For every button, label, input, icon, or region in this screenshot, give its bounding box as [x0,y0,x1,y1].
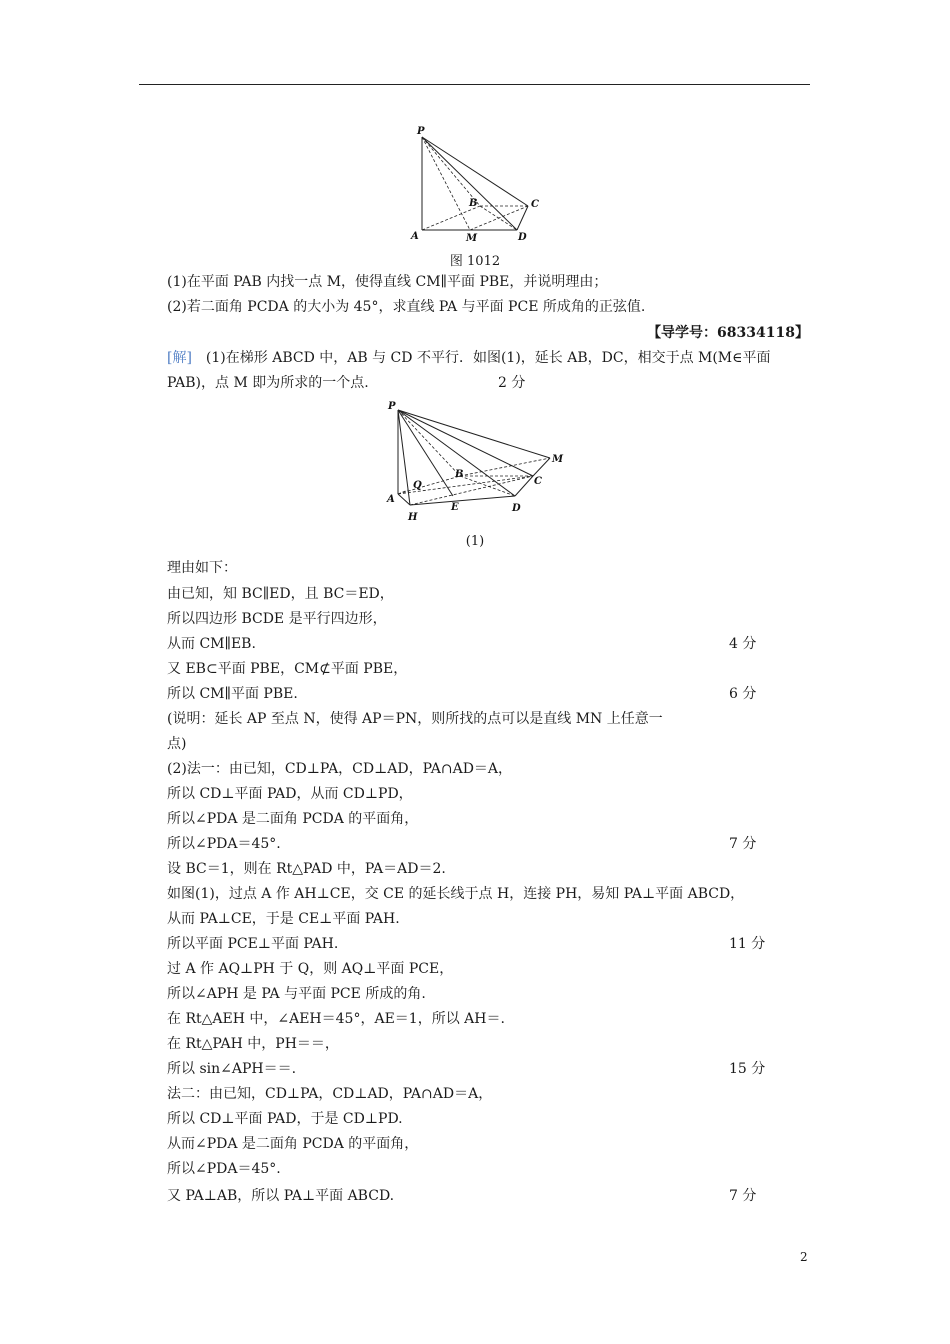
solution-line: 所以∠PDA＝45°. [167,836,281,852]
label2-H: H [408,512,418,523]
pyramid-diagram-1 [405,122,550,244]
label2-A: A [387,494,395,505]
solution-line: 在 Rt△PAH 中，PH＝＝， [167,1036,339,1052]
label2-M: M [552,454,564,465]
header-rule [139,84,810,85]
label2-D: D [512,503,521,514]
score-mark: 6 分 [729,686,757,702]
figure-pyramid-1012 [405,122,550,244]
solution-line: 点) [167,736,187,752]
solution-line: 所以 sin∠APH＝＝. [167,1061,297,1077]
label-A: A [411,231,419,242]
solution-line: 所以 CM∥平面 PBE. [167,686,298,702]
solution-line: 从而∠PDA 是二面角 PCDA 的平面角， [167,1136,419,1152]
question-1: (1)在平面 PAB 内找一点 M，使得直线 CM∥平面 PBE，并说明理由； [167,274,608,290]
solution-line: 从而 PA⊥CE，于是 CE⊥平面 PAH. [167,911,400,927]
label-M: M [466,233,478,244]
solution-line: 理由如下： [167,560,237,576]
solution-line: 所以∠APH 是 PA 与平面 PCE 所成的角. [167,986,426,1002]
label2-B: B [455,469,464,480]
solution-line: 又 PA⊥AB，所以 PA⊥平面 ABCD. [167,1188,395,1204]
solution-line: 所以∠PDA＝45°. [167,1161,281,1177]
score-mark: 11 分 [729,936,766,952]
solution-line: (2)法一：由已知，CD⊥PA，CD⊥AD，PA∩AD＝A， [167,761,513,777]
score-mark: 7 分 [729,1188,757,1204]
label2-C: C [534,476,542,487]
figure2-caption: (1) [465,534,485,549]
score-mark: 4 分 [729,636,757,652]
solution-line: 在 Rt△AEH 中，∠AEH＝45°，AE＝1，所以 AH＝. [167,1011,505,1027]
solution-line: 所以四边形 BCDE 是平行四边形， [167,611,387,627]
solution-intro-line-2: PAB)，点 M 即为所求的一个点. [167,375,369,391]
page-number: 2 [800,1250,808,1264]
solution-intro-line-1 [167,348,771,368]
reference-number: 【导学号：68334118】 [647,325,809,341]
solution-line: 由已知，知 BC∥ED，且 BC＝ED， [167,586,394,602]
label-P: P [417,126,425,137]
solution-line: 又 EB⊂平面 PBE，CM⊄平面 PBE， [167,661,408,677]
solution-line: 所以 CD⊥平面 PAD，从而 CD⊥PD， [167,786,413,802]
score-mark: 15 分 [729,1061,766,1077]
solution-line: 过 A 作 AQ⊥PH 于 Q，则 AQ⊥平面 PCE， [167,961,454,977]
score-mark: 7 分 [729,836,757,852]
solution-line: 设 BC＝1，则在 Rt△PAD 中，PA＝AD＝2. [167,861,446,877]
solution-line: 所以∠PDA 是二面角 PCDA 的平面角， [167,811,419,827]
figure1-caption: 图 1012 [449,254,501,269]
label2-P: P [388,401,396,412]
label-C: C [531,199,539,210]
label2-E: E [451,502,459,513]
pyramid-diagram-2 [382,398,572,526]
solution-line: 如图(1)，过点 A 作 AH⊥CE，交 CE 的延长线于点 H，连接 PH，易知 PA⊥平面 ABCD， [167,886,745,902]
label2-Q: Q [413,480,422,491]
solution-line: 法二：由已知，CD⊥PA，CD⊥AD，PA∩AD＝A， [167,1086,493,1102]
solution-line: (说明：延长 AP 至点 N，使得 AP＝PN，则所找的点可以是直线 MN 上任意一 [167,711,663,727]
solution-line: 所以 CD⊥平面 PAD，于是 CD⊥PD. [167,1111,403,1127]
figure-pyramid-extended [382,398,572,526]
label-B: B [469,198,478,209]
label-D: D [518,232,527,243]
solution-tag: [解] [167,350,192,366]
question-2: (2)若二面角 PCDA 的大小为 45°，求直线 PA 与平面 PCE 所成角的正弦值. [167,299,646,315]
solution-line: 所以平面 PCE⊥平面 PAH. [167,936,339,952]
solution-line: 从而 CM∥EB. [167,636,256,652]
solution-intro-text-1: (1)在梯形 ABCD 中，AB 与 CD 不平行．如图(1)，延长 AB，DC，相交于点 M(M∈平面 [191,350,771,366]
score-intro: 2 分 [498,375,526,391]
